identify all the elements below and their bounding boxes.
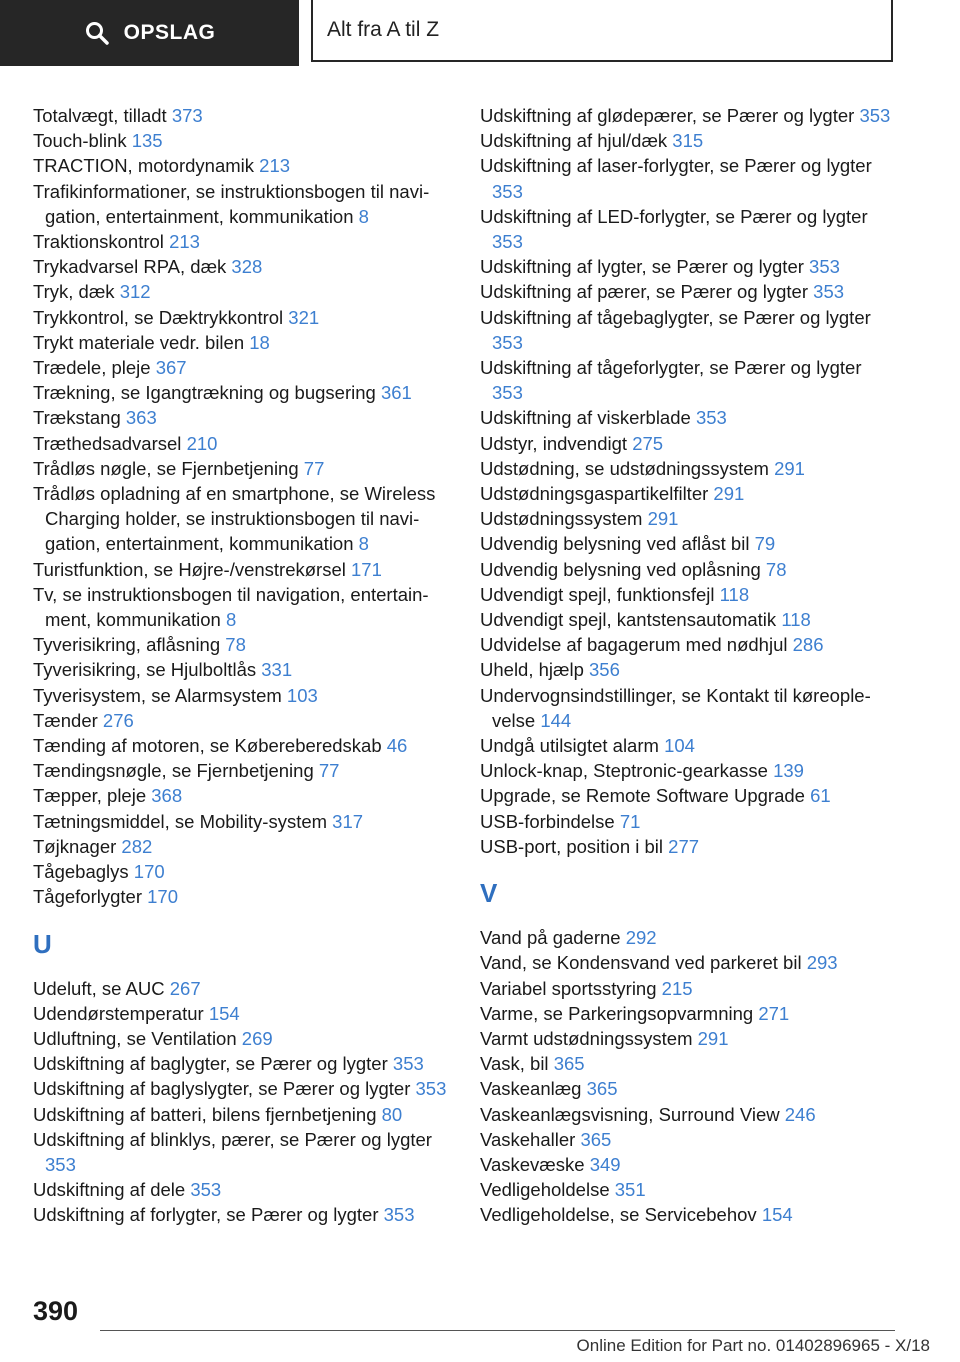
index-entry-text: Totalvægt, tilladt [33, 105, 167, 126]
index-entry-text: Udskiftning af tågeforlygter, se Pærer og lygter [480, 357, 862, 379]
index-entry [33, 632, 453, 657]
index-entry-text: Vask, bil [480, 1053, 549, 1075]
index-entry [33, 582, 453, 632]
index-entry-text: Trykadvarsel RPA, dæk [33, 256, 227, 278]
index-entry [480, 1152, 895, 1177]
page-link[interactable]: 353 [190, 1179, 222, 1201]
index-entry [480, 950, 895, 975]
opslag-tab-label: OPSLAG [123, 21, 216, 44]
index-entry-text: Trådløs opladning af en smartphone, se Wireless Charging holder, se instruktionsbogen til navigation, entertainment, kommunikation [33, 483, 436, 555]
index-entry-text: Tyverisikring, se Hjulboltlås [33, 659, 257, 681]
index-entry-text: Tv, se instruktionsbogen til navigation, entertainment, kommunikation [33, 583, 429, 631]
index-entry-text: Tænding af motoren, se Købereberedskab [33, 735, 382, 757]
page-link[interactable]: 170 [147, 886, 179, 908]
index-entry-text: Udskiftning af batteri, bilens fjernbetjening [33, 1103, 377, 1125]
index-entry-text: Udvidelse af bagagerum med nødhjul [480, 634, 788, 656]
index-entry [480, 976, 895, 1001]
index-entry-text: Udstødning, se udstødningssystem [480, 457, 769, 479]
page-link[interactable]: 8 [225, 609, 237, 631]
index-entry [480, 481, 895, 506]
page-link[interactable]: 267 [169, 977, 201, 999]
page-link[interactable]: 215 [661, 977, 693, 999]
index-entry [33, 380, 453, 405]
page-link[interactable]: 353 [492, 231, 523, 253]
index-entry [33, 405, 453, 430]
index-entry-text: Tyverisystem, se Alarmsystem [33, 684, 282, 706]
index-entry-text: Træthedsadvarsel [33, 432, 182, 454]
index-entry [480, 305, 895, 355]
page-link[interactable]: 103 [286, 684, 318, 706]
index-entry [33, 431, 453, 456]
index-entry-text: Udskiftning af laser-forlygter, se Pærer og lygter [480, 155, 872, 177]
index-entry-text: Undgå utilsigtet alarm [480, 735, 659, 757]
page-link[interactable]: 8 [358, 205, 369, 227]
page-link[interactable]: 78 [765, 558, 787, 580]
page-link[interactable]: 71 [619, 810, 641, 832]
index-entry [480, 683, 895, 733]
index-entry [480, 254, 895, 279]
index-entry [33, 456, 453, 481]
page-link[interactable]: 292 [625, 927, 657, 949]
index-entry [33, 128, 453, 153]
page-link[interactable]: 78 [225, 634, 246, 656]
index-entry [480, 531, 895, 556]
index-entry [33, 355, 453, 380]
page-link[interactable]: 275 [632, 432, 664, 454]
index-entry [480, 834, 895, 859]
index-entry-text: Udvendig belysning ved oplåsning [480, 558, 761, 580]
index-entry-text: Trådløs nøgle, se Fjernbetjening [33, 457, 299, 479]
index-entry-text: Undervognsindstillinger, se Kontakt til køreoplevelse [480, 684, 871, 731]
index-entry-text: Udvendigt spejl, kantstensautomatik [480, 609, 777, 631]
page-link[interactable]: 118 [781, 609, 811, 631]
index-entry [33, 254, 453, 279]
page-link[interactable]: 104 [664, 735, 695, 757]
page-link[interactable]: 246 [784, 1103, 816, 1125]
page-link[interactable]: 154 [761, 1204, 793, 1226]
index-entry [33, 1102, 453, 1127]
page-link[interactable]: 46 [386, 735, 408, 757]
index-entry [33, 229, 453, 254]
index-entry-text: USB-forbindelse [480, 810, 615, 832]
index-entry-text: Udskiftning af baglygter, se Pærer og lygter [33, 1053, 388, 1075]
index-entry-text: Tryk, dæk [33, 281, 115, 303]
index-entry-text: Udskiftning af tågebaglygter, se Pærer og lygter [480, 306, 871, 328]
index-entry [480, 1127, 895, 1152]
index-entry [33, 330, 453, 355]
opslag-tab[interactable] [0, 0, 299, 66]
page-link[interactable]: 349 [589, 1153, 621, 1175]
index-entry [33, 305, 453, 330]
index-entry-text: Vaskeanlæg [480, 1078, 582, 1100]
page-link[interactable]: 269 [241, 1027, 273, 1049]
index-entry-text: Varmt udstødningssystem [480, 1027, 693, 1049]
page-link[interactable]: 118 [719, 583, 750, 605]
index-entry-text: Turistfunktion, se Højre-/venstrekørsel [33, 558, 346, 580]
page-link[interactable]: 291 [774, 457, 805, 479]
index-entry-text: Varme, se Parkeringsopvarmning [480, 1002, 754, 1024]
index-entry [480, 783, 895, 808]
index-entry-text: Udstødningssystem [480, 508, 643, 530]
page-link[interactable]: 277 [668, 835, 700, 857]
index-entry [480, 582, 895, 607]
index-entry [33, 1127, 453, 1177]
index-entry [33, 179, 453, 229]
page-link[interactable]: 353 [492, 382, 523, 404]
index-entry-text: Vedligeholdelse, se Servicebehov [480, 1204, 757, 1226]
index-entry-text: Udvendig belysning ved aflåst bil [480, 533, 750, 555]
section-letter: U [33, 928, 52, 959]
index-entry-text: Udskiftning af forlygter, se Pærer og lygter [33, 1204, 379, 1226]
page-link[interactable]: 353 [45, 1153, 76, 1175]
page-link[interactable]: 365 [553, 1053, 585, 1075]
index-entry [480, 809, 895, 834]
index-entry-text: Udskiftning af baglyslygter, se Pærer og lygter [33, 1078, 411, 1100]
index-entry [33, 683, 453, 708]
index-entry-text: Vand, se Kondensvand ved parkeret bil [480, 952, 802, 974]
index-entry-text: Vedligeholdelse [480, 1179, 610, 1201]
index-entry-text: Udskiftning af blinklys, pærer, se Pærer og lygter [33, 1128, 432, 1150]
index-entry-text: Uheld, hjælp [480, 659, 584, 681]
page-link[interactable]: 353 [809, 256, 840, 278]
index-entry [480, 733, 895, 758]
index-entry [33, 976, 453, 1001]
page-link[interactable]: 79 [754, 533, 776, 555]
index-entry [33, 834, 453, 859]
header-bar [0, 0, 960, 66]
index-entry [480, 925, 895, 950]
index-entry [480, 431, 895, 456]
index-entry-text: Tågebaglys [33, 861, 129, 883]
index-entry-text: Udskiftning af dele [33, 1179, 186, 1201]
index-entry-text: Vaskeanlægsvisning, Surround View [480, 1103, 780, 1125]
page-link[interactable]: 77 [318, 760, 340, 782]
index-entry-text: Traktionskontrol [33, 231, 164, 253]
page-link[interactable]: 367 [155, 357, 187, 379]
page-link[interactable]: 351 [614, 1179, 646, 1201]
index-entry-text: Udskiftning af viskerblade [480, 407, 691, 429]
page-link[interactable]: 154 [208, 1002, 240, 1024]
index-entry-text: Variabel sportsstyring [480, 977, 657, 999]
index-entry [480, 1102, 895, 1127]
page-link[interactable]: 365 [586, 1078, 618, 1100]
page-link[interactable]: 363 [125, 407, 157, 429]
index-entry-text: Vaskevæske [480, 1153, 585, 1175]
index-column-left [33, 103, 453, 1228]
section-letter: V [480, 878, 498, 909]
index-entry [33, 1026, 453, 1051]
index-entry-text: Udstyr, indvendigt [480, 432, 628, 454]
index-entry-text: Udskiftning af glødepærer, se Pærer og lygter [480, 105, 855, 126]
index-entry-text: Udvendigt spejl, funktionsfejl [480, 583, 715, 605]
index-entry [480, 279, 895, 304]
search-icon [84, 20, 110, 46]
index-entry [480, 405, 895, 430]
index-entry [480, 456, 895, 481]
page-link[interactable]: 353 [859, 105, 891, 126]
index-entry [480, 1076, 895, 1101]
page-link[interactable]: 328 [231, 256, 263, 278]
page-link[interactable]: 18 [249, 331, 270, 353]
page-link[interactable]: 353 [492, 331, 523, 353]
index-entry [33, 783, 453, 808]
index-entry-text: Trafikinformationer, se instruktionsbogen til navigation, entertainment, kommunikation [33, 180, 430, 227]
page-link[interactable]: 276 [102, 709, 134, 731]
page-link[interactable]: 291 [647, 508, 679, 530]
index-entry [33, 733, 453, 758]
page-link[interactable]: 315 [672, 130, 704, 152]
index-entry-text: Vaskehaller [480, 1128, 576, 1150]
index-entry [480, 1202, 895, 1227]
page-link[interactable]: 356 [589, 659, 620, 681]
page-link[interactable]: 353 [415, 1078, 447, 1100]
index-entry [480, 1001, 895, 1026]
index-entry [480, 1026, 895, 1051]
index-entry-text: Tøjknager [33, 835, 117, 857]
index-entry-text: TRACTION, motordynamik [33, 155, 255, 177]
index-entry-text: Trykt materiale vedr. bilen [33, 331, 245, 353]
page-link[interactable]: 282 [121, 835, 153, 857]
footer-divider [100, 1330, 895, 1331]
index-entry [33, 279, 453, 304]
page-link[interactable]: 353 [695, 407, 727, 429]
index-entry-text: Tætningsmiddel, se Mobility-system [33, 810, 328, 832]
index-entry [480, 1177, 895, 1202]
index-entry [480, 506, 895, 531]
index-entry [33, 859, 453, 884]
index-entry-text: Udluftning, se Ventilation [33, 1027, 237, 1049]
page-link[interactable]: 373 [171, 105, 203, 126]
index-entry-text: Tyverisikring, aflåsning [33, 634, 221, 656]
page-link[interactable]: 80 [381, 1103, 403, 1125]
index-entry [480, 557, 895, 582]
page-link[interactable]: 353 [813, 281, 845, 303]
index-entry-text: Udskiftning af LED-forlygter, se Pærer og lygter [480, 205, 868, 227]
index-entry [480, 204, 895, 254]
page-link[interactable]: 317 [332, 810, 364, 832]
page-link[interactable]: 321 [288, 306, 320, 328]
index-entry [33, 1051, 453, 1076]
page-link[interactable]: 61 [810, 785, 831, 807]
index-entry-text: Tæpper, pleje [33, 785, 147, 807]
index-entry [480, 632, 895, 657]
index-entry [33, 1076, 453, 1101]
page-link[interactable]: 353 [492, 180, 523, 202]
page-link[interactable]: 353 [392, 1053, 424, 1075]
index-entry [33, 1001, 453, 1026]
index-entry [33, 1177, 453, 1202]
page-link[interactable]: 361 [380, 382, 412, 404]
index-entry [33, 657, 453, 682]
page-link[interactable]: 213 [169, 231, 200, 253]
page-link[interactable]: 144 [540, 709, 572, 731]
index-entry-text: USB-port, position i bil [480, 835, 664, 857]
index-entry-text: Udstødningsgaspartikelfilter [480, 483, 709, 505]
index-entry-text: Tænder [33, 709, 98, 731]
page-link[interactable]: 77 [303, 457, 325, 479]
page-link[interactable]: 210 [186, 432, 218, 454]
page-link[interactable]: 331 [261, 659, 293, 681]
page-link[interactable]: 135 [131, 130, 163, 152]
page-link[interactable]: 139 [773, 760, 804, 782]
index-entry [480, 758, 895, 783]
index-entry-text: Trækning, se Igangtrækning og bugsering [33, 382, 376, 404]
index-entry [33, 103, 453, 128]
index-entry-text: Udeluft, se AUC [33, 977, 165, 999]
index-column-right [480, 103, 895, 1228]
page-link[interactable]: 286 [792, 634, 824, 656]
page-link[interactable]: 353 [383, 1204, 415, 1226]
index-entry-text: Touch-blink [33, 130, 127, 152]
index-entry [33, 708, 453, 733]
page-link[interactable]: 312 [119, 281, 151, 303]
section-title: Alt fra A til Z [311, 0, 893, 62]
index-entry-text: Trædele, pleje [33, 357, 151, 379]
index-entry [33, 557, 453, 582]
index-entry [480, 657, 895, 682]
page-link[interactable]: 368 [151, 785, 183, 807]
index-entry [33, 153, 453, 178]
page-link[interactable]: 213 [259, 155, 291, 177]
index-entry-text: Udskiftning af pærer, se Pærer og lygter [480, 281, 809, 303]
page-link[interactable]: 293 [806, 952, 838, 974]
index-entry [480, 103, 895, 128]
index-entry [480, 128, 895, 153]
index-entry-text: Trækstang [33, 407, 121, 429]
index-entry-text: Udskiftning af hjul/dæk [480, 130, 668, 152]
index-entry-text: Udendørstemperatur [33, 1002, 204, 1024]
index-entry [480, 153, 895, 203]
index-entry [480, 355, 895, 405]
index-entry [480, 607, 895, 632]
index-entry [33, 809, 453, 834]
index-entry-text: Trykkontrol, se Dæktrykkontrol [33, 306, 284, 328]
index-entry-text: Tågeforlygter [33, 886, 142, 908]
page-link[interactable]: 8 [358, 533, 369, 555]
page-number: 390 [33, 1296, 79, 1326]
page-link[interactable]: 170 [133, 861, 165, 883]
page-link[interactable]: 291 [713, 483, 745, 505]
footer-edition-text: Online Edition for Part no. 01402896965 - X/18 [576, 1336, 930, 1355]
index-entry-text: Upgrade, se Remote Software Upgrade [480, 785, 805, 807]
page-link[interactable]: 291 [697, 1027, 729, 1049]
index-entry-text: Vand på gaderne [480, 927, 621, 949]
index-entry [33, 884, 453, 909]
index-entry-text: Unlock-knap, Steptronic-gearkasse [480, 760, 768, 782]
index-entry-text: Udskiftning af lygter, se Pærer og lygter [480, 256, 804, 278]
index-entry [480, 1051, 895, 1076]
index-entry [33, 758, 453, 783]
index-entry [33, 1202, 453, 1227]
index-entry-text: Tændingsnøgle, se Fjernbetjening [33, 760, 314, 782]
page-link[interactable]: 171 [351, 558, 382, 580]
page-link[interactable]: 365 [580, 1128, 612, 1150]
index-entry [33, 481, 453, 557]
page-link[interactable]: 271 [758, 1002, 790, 1024]
